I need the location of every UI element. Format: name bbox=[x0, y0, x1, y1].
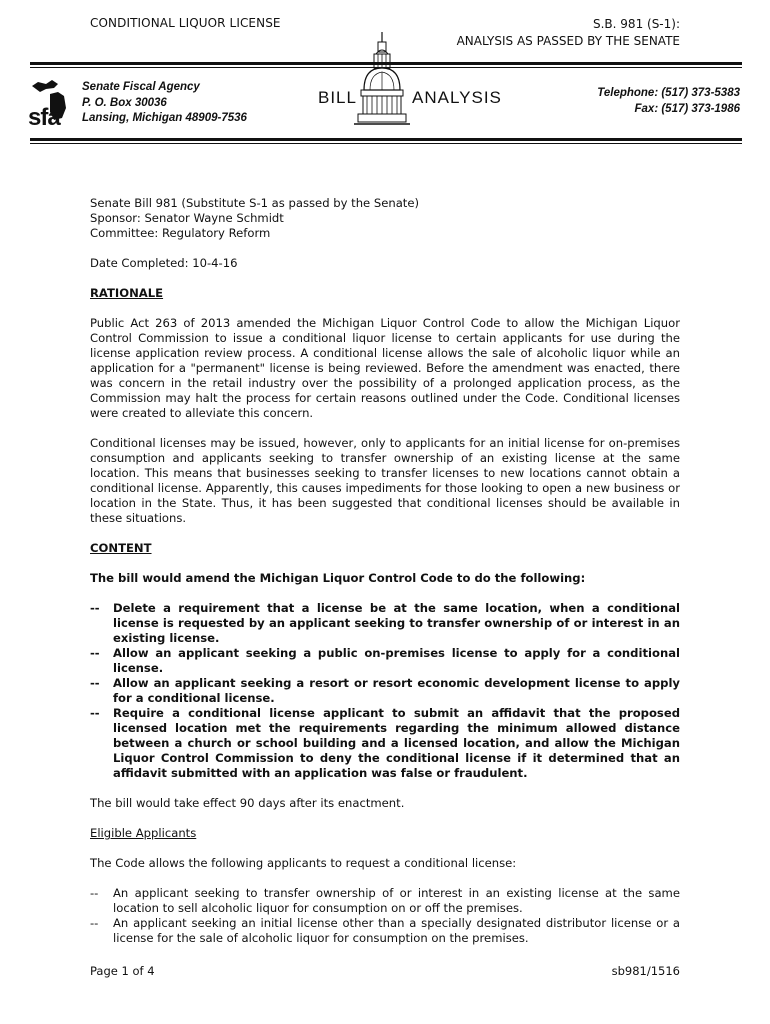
list-item-text: An applicant seeking an initial license other than a specially designated distributor license or a license for the sale of alcoholic liquor for consumption on the premises. bbox=[113, 916, 680, 945]
agency-contact bbox=[597, 86, 740, 117]
agency-telephone: Telephone: (517) 373-5383 bbox=[597, 87, 740, 99]
document-body bbox=[90, 196, 680, 946]
dash-marker: -- bbox=[90, 886, 99, 900]
document-code: sb981/1516 bbox=[611, 964, 680, 978]
dash-marker: -- bbox=[90, 601, 100, 615]
document-header-title: CONDITIONAL LIQUOR LICENSE bbox=[90, 16, 281, 30]
eligible-list bbox=[90, 886, 680, 946]
list-item-text: An applicant seeking to transfer ownership of or interest in an existing license at the same location to sell alcoholic liquor for consumption on or off the premises. bbox=[113, 886, 680, 915]
list-item bbox=[90, 886, 680, 916]
dash-marker: -- bbox=[90, 676, 100, 690]
masthead-top-rule bbox=[30, 62, 742, 65]
rationale-heading: RATIONALE bbox=[90, 286, 164, 300]
list-item bbox=[90, 676, 680, 706]
agency-po-box: P. O. Box 30036 bbox=[82, 96, 167, 109]
sfa-logo bbox=[28, 78, 78, 134]
list-item bbox=[90, 601, 680, 646]
effective-date-text: The bill would take effect 90 days after its enactment. bbox=[90, 796, 405, 810]
capitol-dome-icon bbox=[352, 30, 412, 132]
rationale-paragraph: Public Act 263 of 2013 amended the Michigan Liquor Control Code to allow the Michigan Liquor Control Commission to issue a conditional liquor license to certain applicants for use during the license application review process. A conditional license allows the sale of alcoholic liquor while an application for a "permanent" license is being reviewed. Before the amendment was enacted, there was concern in the retail industry over the possibility of a prolonged application process, as the Commission may halt the process for certain reasons outlined under the Code. Conditional licenses were created to alleviate this concern. bbox=[90, 316, 680, 420]
list-item bbox=[90, 916, 680, 946]
content-heading: CONTENT bbox=[90, 541, 152, 555]
eligible-applicants-heading: Eligible Applicants bbox=[90, 826, 197, 840]
analysis-word: ANALYSIS bbox=[412, 88, 502, 107]
list-item-text: Allow an applicant seeking a resort or resort economic development license to apply for a conditional license. bbox=[113, 676, 680, 705]
content-intro: The bill would amend the Michigan Liquor Control Code to do the following: bbox=[90, 571, 586, 585]
list-item bbox=[90, 646, 680, 676]
list-item-text: Allow an applicant seeking a public on-premises license to apply for a conditional license. bbox=[113, 646, 680, 675]
masthead-bottom-rule bbox=[30, 138, 742, 141]
content-list bbox=[90, 601, 680, 781]
page-number: Page 1 of 4 bbox=[90, 964, 155, 978]
dash-marker: -- bbox=[90, 646, 100, 660]
bill-word: BILL bbox=[318, 88, 357, 107]
document-header-bill bbox=[457, 16, 680, 50]
list-item-text: Require a conditional license applicant to submit an affidavit that the proposed licensed location met the requirements regarding the minimum allowed distance between a church or school building and a licensed location, and allow the Michigan Liquor Control Commission to deny the conditional license if it determined that an affidavit submitted with an application was false or fraudulent. bbox=[113, 706, 680, 780]
list-item bbox=[90, 706, 680, 781]
agency-city: Lansing, Michigan 48909-7536 bbox=[82, 112, 247, 124]
sfa-logo-text: sfa bbox=[28, 104, 60, 131]
masthead-top-rule-thin bbox=[30, 67, 742, 68]
masthead-bottom-rule-thin bbox=[30, 143, 742, 144]
header-analysis-type: ANALYSIS AS PASSED BY THE SENATE bbox=[456, 34, 680, 48]
agency-address bbox=[82, 80, 247, 127]
rationale-paragraph: Conditional licenses may be issued, however, only to applicants for an initial license for on-premises consumption and applicants seeking to transfer ownership of an existing license at the same location. This means that businesses seeking to transfer licenses to new locations cannot obtain a conditional license. Apparently, this causes impediments for those looking to open a new business or location in the State. Thus, it has been suggested that conditional licenses should be available in these situations. bbox=[90, 436, 680, 525]
header-bill-number: S.B. 981 (S-1): bbox=[593, 17, 680, 31]
bill-committee: Committee: Regulatory Reform bbox=[90, 226, 271, 240]
bill-sponsor: Sponsor: Senator Wayne Schmidt bbox=[90, 211, 284, 225]
date-completed: Date Completed: 10-4-16 bbox=[90, 256, 238, 270]
bill-identifier: Senate Bill 981 (Substitute S-1 as passed by the Senate) bbox=[90, 196, 420, 210]
dash-marker: -- bbox=[90, 916, 99, 930]
eligible-intro: The Code allows the following applicants to request a conditional license: bbox=[90, 856, 517, 870]
agency-name: Senate Fiscal Agency bbox=[82, 81, 200, 93]
agency-fax: Fax: (517) 373-1986 bbox=[634, 102, 740, 115]
list-item-text: Delete a requirement that a license be at the same location, when a conditional license is requested by an applicant seeking to transfer ownership of or interest in an existing license. bbox=[113, 601, 680, 645]
dash-marker: -- bbox=[90, 706, 100, 720]
